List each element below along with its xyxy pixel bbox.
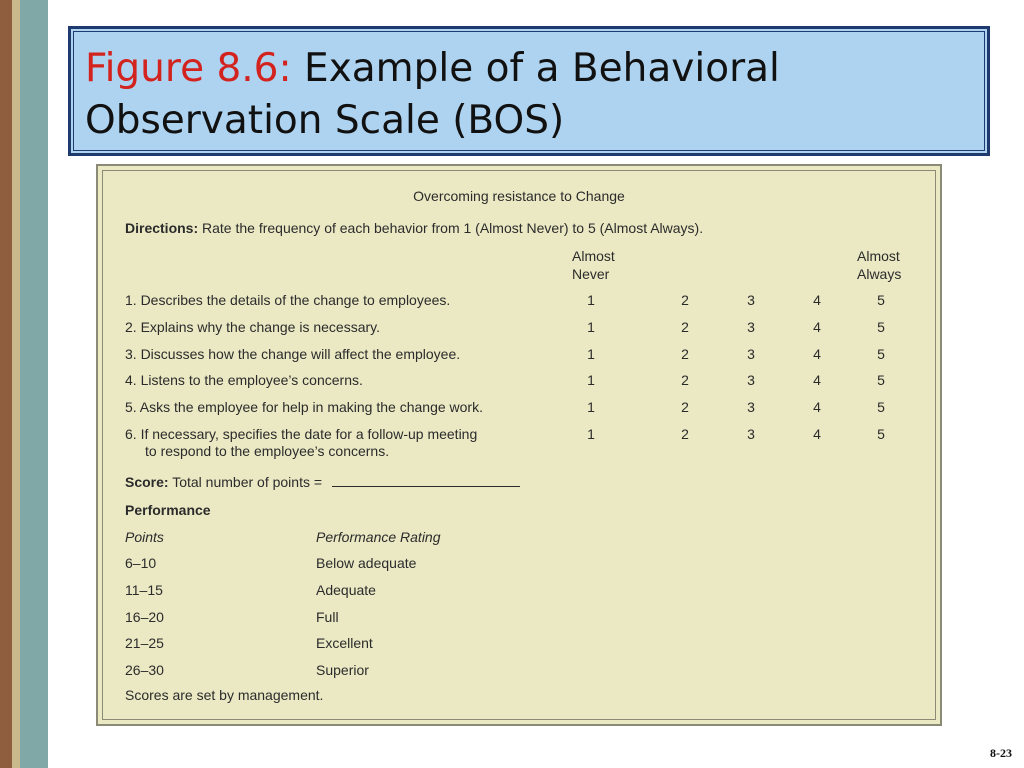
scale-high-line2: Always xyxy=(857,266,902,282)
perf-row-5-rating: Superior xyxy=(316,662,369,678)
item-6-rating-2: 2 xyxy=(681,426,689,442)
item-6-rating-5: 5 xyxy=(877,426,885,442)
item-5-text: 5. Asks the employee for help in making the change work. xyxy=(125,399,483,415)
item-1-rating-3: 3 xyxy=(747,292,755,308)
item-6-rating-4: 4 xyxy=(813,426,821,442)
score-label: Score: xyxy=(125,474,169,490)
item-4-rating-4: 4 xyxy=(813,372,821,388)
scale-high-line1: Almost xyxy=(857,248,900,264)
left-stripe-tan xyxy=(12,0,20,768)
item-2-rating-5: 5 xyxy=(877,319,885,335)
item-5-rating-3: 3 xyxy=(747,399,755,415)
item-3-rating-4: 4 xyxy=(813,346,821,362)
perf-row-1-rating: Below adequate xyxy=(316,555,417,571)
perf-row-3-rating: Full xyxy=(316,609,339,625)
item-6-rating-1: 1 xyxy=(587,426,595,442)
item-1-text: 1. Describes the details of the change to employees. xyxy=(125,292,451,308)
slide-title-box xyxy=(68,26,990,156)
item-2-rating-3: 3 xyxy=(747,319,755,335)
item-1-rating-2: 2 xyxy=(681,292,689,308)
item-2-rating-4: 4 xyxy=(813,319,821,335)
item-3-rating-3: 3 xyxy=(747,346,755,362)
perf-row-5-points: 26–30 xyxy=(125,662,164,678)
item-6-text-cont: to respond to the employee’s concerns. xyxy=(145,443,390,459)
item-5-rating-4: 4 xyxy=(813,399,821,415)
points-header: Points xyxy=(125,529,164,545)
figure-label: Figure 8.6: xyxy=(85,46,292,91)
directions-label: Directions: xyxy=(125,220,199,236)
scale-low-label xyxy=(572,247,615,283)
item-3-text: 3. Discusses how the change will affect the employee. xyxy=(125,346,461,362)
figure-title: Example of a Behavioral Observation Scale (BOS) xyxy=(85,46,780,143)
page-number: 8-23 xyxy=(990,746,1012,760)
item-6-rating-3: 3 xyxy=(747,426,755,442)
item-3-rating-2: 2 xyxy=(681,346,689,362)
item-2-text: 2. Explains why the change is necessary. xyxy=(125,319,380,335)
item-2-rating-2: 2 xyxy=(681,319,689,335)
rating-header: Performance Rating xyxy=(316,529,441,545)
perf-row-2-rating: Adequate xyxy=(316,582,376,598)
item-5-rating-5: 5 xyxy=(877,399,885,415)
item-4-rating-3: 3 xyxy=(747,372,755,388)
perf-row-1-points: 6–10 xyxy=(125,555,157,571)
item-1-rating-5: 5 xyxy=(877,292,885,308)
item-4-rating-5: 5 xyxy=(877,372,885,388)
score-blank xyxy=(332,474,520,487)
perf-row-3-points: 16–20 xyxy=(125,609,164,625)
bos-figure-panel xyxy=(96,164,942,726)
scale-high-label xyxy=(857,247,901,283)
item-4-rating-1: 1 xyxy=(587,372,595,388)
perf-row-4-rating: Excellent xyxy=(316,635,373,651)
item-4-text: 4. Listens to the employee’s concerns. xyxy=(125,372,363,388)
item-3-rating-1: 1 xyxy=(587,346,595,362)
left-stripe-teal xyxy=(20,0,48,768)
footer-note: Scores are set by management. xyxy=(125,687,324,703)
item-5-rating-2: 2 xyxy=(681,399,689,415)
item-1-rating-1: 1 xyxy=(587,292,595,308)
scale-low-line1: Almost xyxy=(572,248,615,264)
item-6-text: 6. If necessary, specifies the date for a follow-up meeting xyxy=(125,426,478,442)
directions xyxy=(125,220,703,236)
score-text: Total number of points = xyxy=(172,474,323,490)
item-4-rating-2: 2 xyxy=(681,372,689,388)
left-stripe-brown xyxy=(0,0,12,768)
performance-heading: Performance xyxy=(125,502,211,518)
item-2-rating-1: 1 xyxy=(587,319,595,335)
item-5-rating-1: 1 xyxy=(587,399,595,415)
directions-text: Rate the frequency of each behavior from 1 (Almost Never) to 5 (Almost Always). xyxy=(202,220,704,236)
score-line xyxy=(125,474,520,490)
item-3-rating-5: 5 xyxy=(877,346,885,362)
item-1-rating-4: 4 xyxy=(813,292,821,308)
form-heading: Overcoming resistance to Change xyxy=(413,188,625,204)
slide-title xyxy=(85,43,975,147)
perf-row-4-points: 21–25 xyxy=(125,635,164,651)
scale-low-line2: Never xyxy=(572,266,610,282)
perf-row-2-points: 11–15 xyxy=(125,582,163,598)
